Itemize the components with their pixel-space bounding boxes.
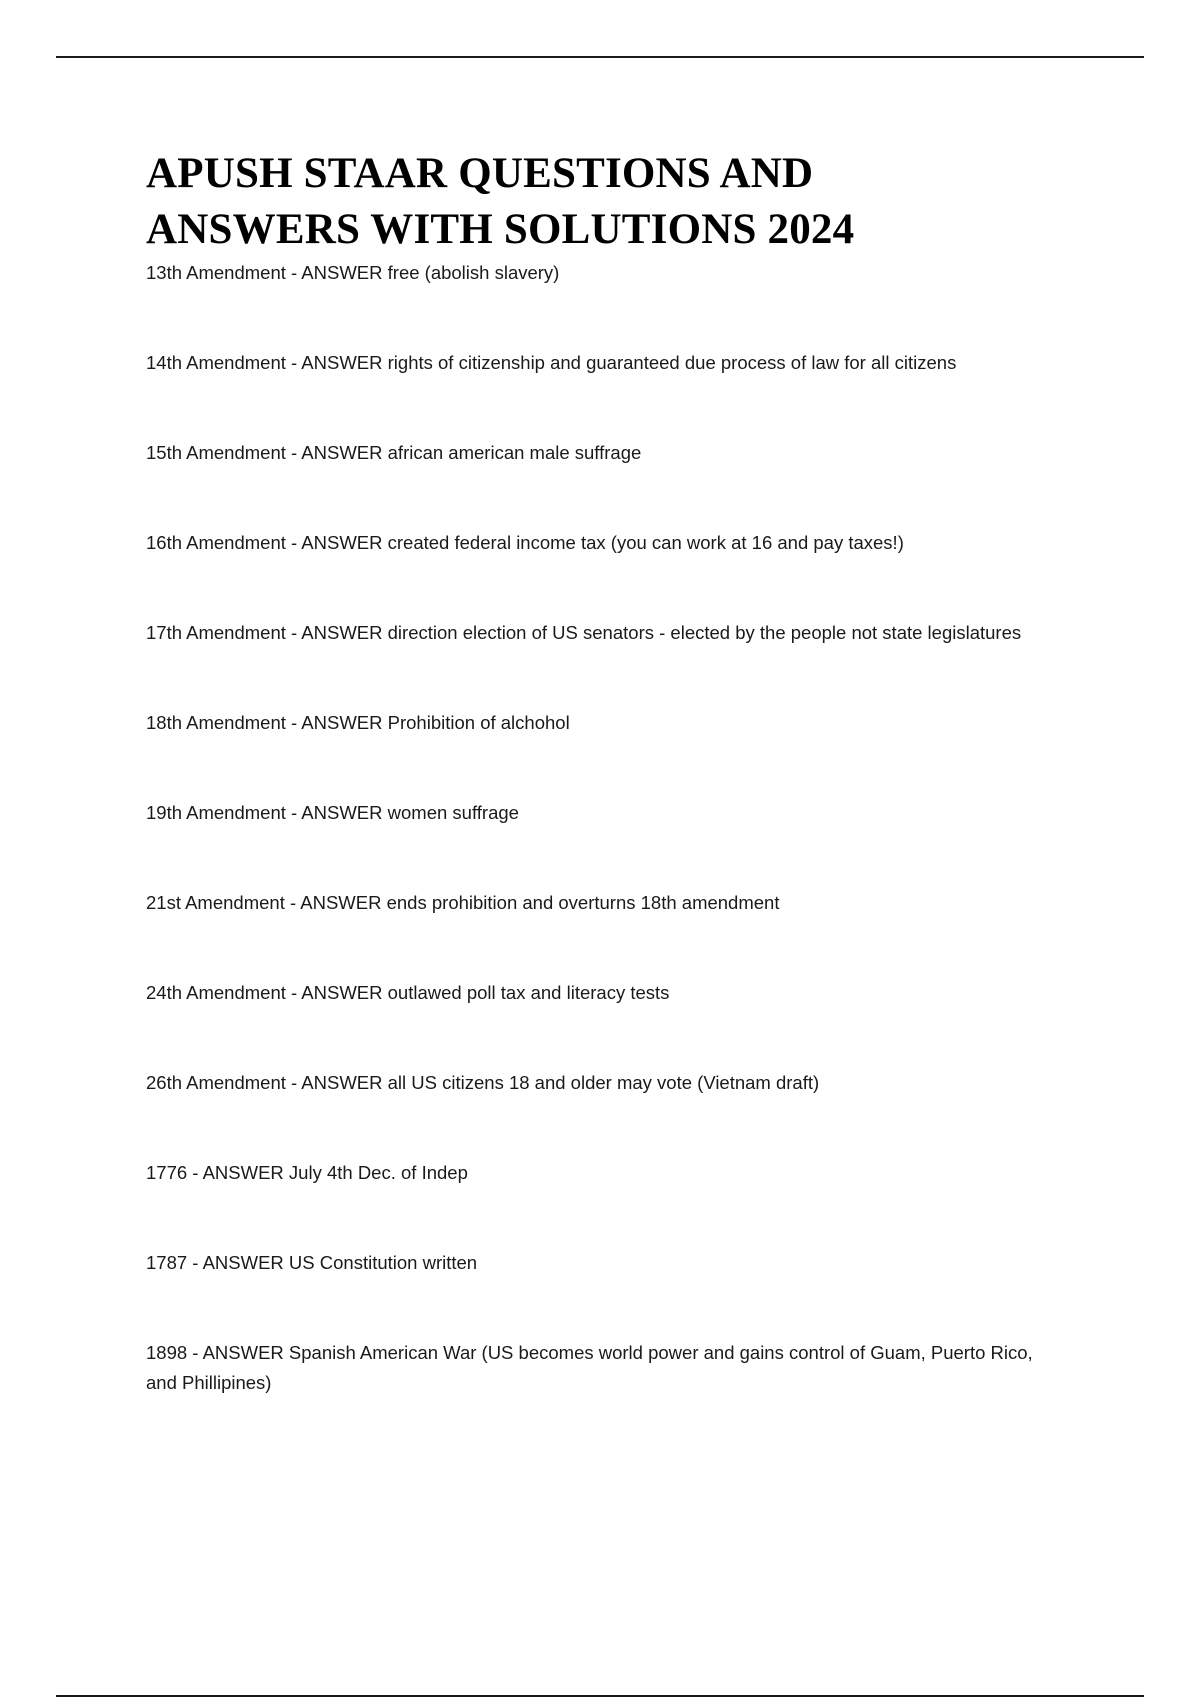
qa-answer: created federal income tax (you can work at 16 and pay taxes!)	[387, 532, 904, 553]
qa-term: 16th Amendment	[146, 532, 286, 553]
qa-separator: - ANSWER	[187, 1342, 289, 1363]
qa-item	[146, 798, 1066, 828]
qa-answer: rights of citizenship and guaranteed due process of law for all citizens	[387, 352, 957, 373]
qa-answer: direction election of US senators - elected by the people not state legislatures	[387, 622, 1022, 643]
qa-separator: - ANSWER	[284, 892, 387, 913]
qa-separator: - ANSWER	[187, 1162, 289, 1183]
title-line-2: ANSWERS WITH SOLUTIONS 2024	[146, 206, 855, 253]
qa-separator: - ANSWER	[285, 442, 388, 463]
qa-item	[146, 1248, 1066, 1278]
qa-separator: - ANSWER	[285, 532, 388, 553]
qa-term: 1787	[146, 1252, 188, 1273]
qa-separator: - ANSWER	[285, 352, 388, 373]
qa-answer: Spanish American War (US becomes world power and gains control of Guam, Puerto Rico, and Phillipines)	[146, 1342, 1033, 1393]
qa-term: 17th Amendment	[146, 622, 286, 643]
qa-term: 15th Amendment	[146, 442, 286, 463]
qa-answer: free (abolish slavery)	[387, 262, 560, 283]
qa-answer: July 4th Dec. of Indep	[288, 1162, 468, 1183]
qa-answer: outlawed poll tax and literacy tests	[387, 982, 670, 1003]
qa-answer: african american male suffrage	[387, 442, 642, 463]
qa-item	[146, 528, 1066, 558]
qa-term: 1776	[146, 1162, 188, 1183]
qa-separator: - ANSWER	[285, 712, 388, 733]
qa-item	[146, 348, 1066, 378]
qa-answer: women suffrage	[387, 802, 519, 823]
title-line-1: APUSH STAAR QUESTIONS AND	[146, 150, 814, 197]
qa-separator: - ANSWER	[285, 982, 388, 1003]
qa-separator: - ANSWER	[285, 622, 388, 643]
qa-term: 26th Amendment	[146, 1072, 286, 1093]
qa-item	[146, 708, 1066, 738]
qa-answer: Prohibition of alchohol	[387, 712, 570, 733]
qa-answer: ends prohibition and overturns 18th amendment	[386, 892, 780, 913]
qa-term: 14th Amendment	[146, 352, 286, 373]
qa-term: 19th Amendment	[146, 802, 286, 823]
footer-rule	[56, 1695, 1144, 1697]
qa-separator: - ANSWER	[285, 262, 388, 283]
qa-separator: - ANSWER	[285, 1072, 388, 1093]
qa-item	[146, 258, 1066, 288]
qa-item	[146, 618, 1066, 648]
qa-list	[146, 258, 1066, 1398]
qa-term: 1898	[146, 1342, 188, 1363]
qa-item	[146, 978, 1066, 1008]
qa-item	[146, 1338, 1066, 1398]
qa-separator: - ANSWER	[187, 1252, 289, 1273]
qa-answer: US Constitution written	[288, 1252, 478, 1273]
qa-item	[146, 438, 1066, 468]
qa-term: 24th Amendment	[146, 982, 286, 1003]
document-body	[146, 146, 1066, 1458]
header-rule	[56, 56, 1144, 58]
qa-answer: all US citizens 18 and older may vote (Vietnam draft)	[387, 1072, 820, 1093]
qa-item	[146, 1068, 1066, 1098]
qa-separator: - ANSWER	[285, 802, 388, 823]
qa-item	[146, 888, 1066, 918]
qa-term: 13th Amendment	[146, 262, 286, 283]
qa-item	[146, 1158, 1066, 1188]
document-title	[146, 146, 1066, 258]
qa-term: 18th Amendment	[146, 712, 286, 733]
qa-term: 21st Amendment	[146, 892, 285, 913]
